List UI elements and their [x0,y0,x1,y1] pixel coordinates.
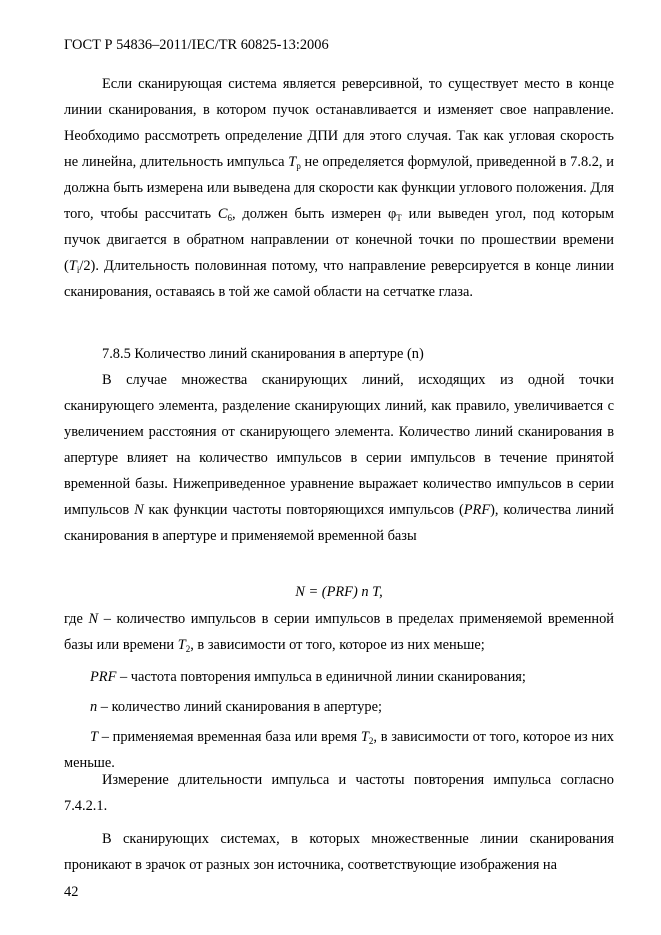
def-T-text-1: – применяемая временная база или время [98,729,361,745]
def-symbol-PRF: PRF [90,669,117,685]
formula-block [64,579,614,605]
para3-text: Измерение длительности импульса и частоты повторения импульса согласно 7.4.2.1. [64,772,614,814]
paragraph-multiple-lines [64,826,614,878]
subscript-T: T [396,213,402,223]
symbol-PRF: PRF [463,502,491,518]
paragraph-reversal [64,71,614,305]
para1-text-1: Если сканирующая система является реверсивной, то существует место в конце линии сканирования, в котором пучок останавливается и изменяет свое направление. Необходимо рассмотреть определение ДПИ для этого случая. Так как угловая скорость не линейна, длительность импульса [64,76,614,170]
paragraph-scan-lines [64,367,614,549]
para1-text-4: или выведен угол, под которым пучок двигается в обратном направлении от конечной точки по прошествии времени ( [64,206,614,274]
subscript-6: 6 [227,213,232,223]
formula: N = (PRF) n T, [295,584,383,600]
symbol-C: C [217,206,228,222]
para1-text-3: , должен быть измерен φ [232,206,397,222]
section-heading: 7.8.5 Количество линий сканирования в апертуре (n) [102,346,424,362]
def-n-text: – количество линий сканирования в апертуре; [97,699,382,715]
def-N-subscript: 2 [185,644,191,654]
where-word: где [64,611,89,627]
def-T-subscript: 2 [368,736,374,746]
symbol-N: N [134,502,144,518]
para1-text-2: не определяется формулой, приведенной в 7.8.2, и должна быть измерена или выведена для скорости как функции углового положения. Для того, чтобы рассчитать [64,154,614,222]
paragraph-measurement [64,767,614,819]
definitions [64,606,614,776]
para2-text-3: ), количества линий сканирования в апертуре и применяемой временной базы [64,502,614,544]
definition-n [64,694,614,720]
page-number: 42 [64,884,79,900]
symbol-Ti: T [68,258,77,274]
para2-text-1: В случае множества сканирующих линий, исходящих из одной точки сканирующего элемента, разделение сканирующих линий, как правило, увеличивается с увеличением расстояния от сканирующего элемента. Количество линий сканирования в апертуре влияет на количество импульсов в серии импульсов в течение принятой временной базы. Нижеприведенное уравнение выражает количество импульсов в серии импульсов [64,372,614,518]
subscript-i: i [76,265,80,275]
def-T-text-2: , в зависимости от того, которое из них меньше. [64,729,614,771]
def-symbol-T: T [90,729,99,745]
symbol-T: T [288,154,297,170]
def-T-symbol-T: T [360,729,369,745]
definition-N [64,606,614,658]
def-symbol-n: n [90,699,98,715]
def-PRF-text: – частота повторения импульса в единичной линии сканирования; [116,669,526,685]
def-symbol-N: N [88,611,99,627]
page-header: ГОСТ Р 54836–2011/IEC/TR 60825-13:2006 [64,37,329,53]
definition-PRF [64,664,614,690]
section-heading-block [64,341,614,367]
subscript-p: p [296,161,301,171]
def-N-text-1: – количество импульсов в серии импульсов в пределах применяемой временной базы или времени [64,611,615,653]
def-N-text-2: , в зависимости от того, которое из них меньше; [190,637,485,653]
para2-text-2: как функции частоты повторяющихся импульсов ( [143,502,464,518]
para1-text-5: /2). Длительность половинная потому, что направление реверсируется в конце линии сканирования, оставаясь в той же самой области на сетчатке глаза. [64,258,614,300]
para4-text: В сканирующих системах, в которых множественные линии сканирования проникают в зрачок от разных зон источника, соответствующие изображения на [64,831,614,873]
def-N-symbol-T: T [177,637,186,653]
